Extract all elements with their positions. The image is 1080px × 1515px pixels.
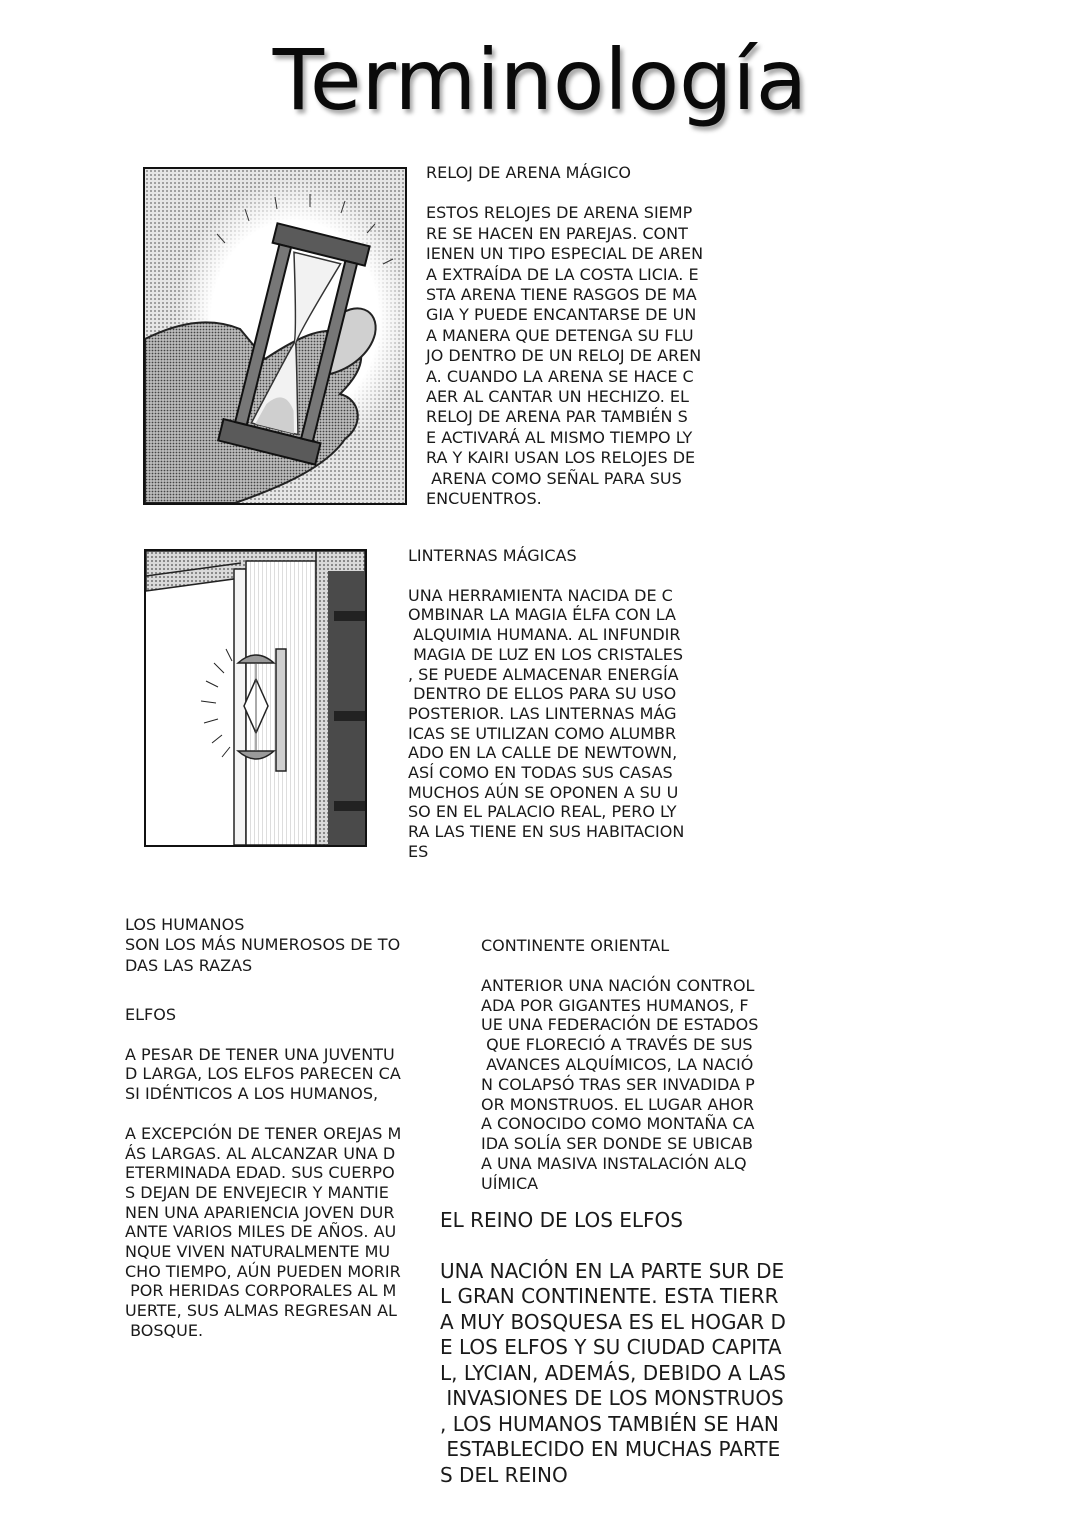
continente-line: UE UNA FEDERACIÓN DE ESTADOS <box>481 1015 759 1035</box>
reloj-line: ENCUENTROS. <box>426 489 542 509</box>
reloj-line: ESTOS RELOJES DE ARENA SIEMP <box>426 203 693 223</box>
reino-line: ESTABLECIDO EN MUCHAS PARTE <box>440 1437 781 1461</box>
elfos-line: CHO TIEMPO, AÚN PUEDEN MORIR <box>125 1261 401 1281</box>
continente-line: IDA SOLÍA SER DONDE SE UBICAB <box>481 1134 753 1154</box>
elfos-line: NEN UNA APARIENCIA JOVEN DUR <box>125 1202 395 1222</box>
reloj-line: RA Y KAIRI USAN LOS RELOJES DE <box>426 448 696 468</box>
continente-section <box>481 936 781 1194</box>
reloj-line: ARENA COMO SEÑAL PARA SUS <box>426 468 682 488</box>
continente-heading: CONTINENTE ORIENTAL <box>481 936 670 955</box>
page-title: Terminología <box>272 31 808 129</box>
reloj-line: RE SE HACEN EN PAREJAS. CONT <box>426 223 688 243</box>
humanos-line: DAS LAS RAZAS <box>125 955 253 975</box>
reloj-line: GIA Y PUEDE ENCANTARSE DE UN <box>426 305 697 325</box>
humanos-line: SON LOS MÁS NUMEROSOS DE TO <box>125 935 401 955</box>
reino-line: E LOS ELFOS Y SU CIUDAD CAPITA <box>440 1335 782 1359</box>
reloj-section <box>426 163 726 510</box>
reino-line: UNA NACIÓN EN LA PARTE SUR DE <box>440 1258 785 1283</box>
continente-line: A UNA MASIVA INSTALACIÓN ALQ <box>481 1153 747 1173</box>
reino-line: S DEL REINO <box>440 1462 568 1487</box>
humanos-section <box>125 915 425 976</box>
elfos-line: NQUE VIVEN NATURALMENTE MU <box>125 1242 391 1262</box>
reloj-line: IENEN UN TIPO ESPECIAL DE AREN <box>426 244 704 264</box>
reloj-line: A EXTRAÍDA DE LA COSTA LICIA. E <box>426 264 699 284</box>
elfos-line: S DEJAN DE ENVEJECIR Y MANTIE <box>125 1182 389 1202</box>
linternas-line: POSTERIOR. LAS LINTERNAS MÁG <box>408 703 677 723</box>
elfos-line: POR HERIDAS CORPORALES AL M <box>125 1281 397 1301</box>
continente-line: ADA POR GIGANTES HUMANOS, F <box>481 995 749 1015</box>
linternas-line: RA LAS TIENE EN SUS HABITACION <box>408 822 685 842</box>
reino-line: INVASIONES DE LOS MONSTRUOS <box>440 1386 784 1410</box>
reloj-line: RELOJ DE ARENA PAR TAMBIÉN S <box>426 407 688 427</box>
hourglass-hand-illustration-icon <box>145 169 405 503</box>
continente-line: QUE FLORECIÓ A TRAVÉS DE SUS <box>481 1035 753 1055</box>
linternas-line: , SE PUEDE ALMACENAR ENERGÍA <box>408 664 679 684</box>
reino-section <box>440 1208 820 1488</box>
linternas-line: OMBINAR LA MAGIA ÉLFA CON LA <box>408 605 676 625</box>
elfos-line: UERTE, SUS ALMAS REGRESAN AL <box>125 1301 397 1321</box>
reino-line: L GRAN CONTINENTE. ESTA TIERR <box>440 1284 779 1308</box>
linternas-line: MAGIA DE LUZ EN LOS CRISTALES <box>408 644 683 664</box>
reino-heading: EL REINO DE LOS ELFOS <box>440 1208 683 1232</box>
elfos-line: A PESAR DE TENER UNA JUVENTU <box>125 1044 395 1064</box>
linternas-line: ADO EN LA CALLE DE NEWTOWN, <box>408 743 678 763</box>
linternas-line: ASÍ COMO EN TODAS SUS CASAS <box>408 763 673 783</box>
continente-line: UÍMICA <box>481 1173 539 1193</box>
elfos-line: ETERMINADA EDAD. SUS CUERPO <box>125 1163 395 1183</box>
continente-line: A CONOCIDO COMO MONTAÑA CA <box>481 1114 755 1134</box>
reloj-line: A MANERA QUE DETENGA SU FLU <box>426 325 694 345</box>
linternas-line: DENTRO DE ELLOS PARA SU USO <box>408 684 677 704</box>
elfos-line: SI IDÉNTICOS A LOS HUMANOS, <box>125 1084 379 1104</box>
elfos-line: A EXCEPCIÓN DE TENER OREJAS M <box>125 1123 402 1143</box>
elfos-section <box>125 1005 425 1341</box>
elfos-line: BOSQUE. <box>125 1320 204 1340</box>
continente-line: ANTERIOR UNA NACIÓN CONTROL <box>481 975 755 995</box>
reloj-heading: RELOJ DE ARENA MÁGICO <box>426 163 632 182</box>
reloj-line: AER AL CANTAR UN HECHIZO. EL <box>426 387 689 407</box>
linternas-line: UNA HERRAMIENTA NACIDA DE C <box>408 585 673 605</box>
reino-line: , LOS HUMANOS TAMBIÉN SE HAN <box>440 1411 779 1436</box>
linternas-line: SO EN EL PALACIO REAL, PERO LY <box>408 802 677 822</box>
linternas-line: ES <box>408 841 429 861</box>
linternas-line: ICAS SE UTILIZAN COMO ALUMBR <box>408 723 677 743</box>
continente-line: AVANCES ALQUÍMICOS, LA NACIÓ <box>481 1054 754 1074</box>
reloj-line: E ACTIVARÁ AL MISMO TIEMPO LY <box>426 427 693 447</box>
linternas-line: MUCHOS AÚN SE OPONEN A SU U <box>408 782 679 802</box>
reloj-line: STA ARENA TIENE RASGOS DE MA <box>426 285 697 305</box>
elfos-line: ANTE VARIOS MILES DE AÑOS. AU <box>125 1222 397 1242</box>
humanos-heading: LOS HUMANOS <box>125 915 245 934</box>
continente-line: N COLAPSÓ TRAS SER INVADIDA P <box>481 1074 755 1094</box>
hourglass-panel <box>143 167 407 505</box>
linternas-section <box>408 546 708 862</box>
reino-line: A MUY BOSQUESA ES EL HOGAR D <box>440 1309 786 1334</box>
elfos-line: ÁS LARGAS. AL ALCANZAR UNA D <box>125 1143 396 1163</box>
linternas-heading: LINTERNAS MÁGICAS <box>408 546 577 565</box>
elfos-heading: ELFOS <box>125 1005 176 1024</box>
magic-lantern-illustration-icon <box>146 551 365 845</box>
lantern-panel <box>144 549 367 847</box>
linternas-line: ALQUIMIA HUMANA. AL INFUNDIR <box>408 625 681 645</box>
reloj-line: JO DENTRO DE UN RELOJ DE AREN <box>426 346 702 366</box>
reino-line: L, LYCIAN, ADEMÁS, DEBIDO A LAS <box>440 1360 786 1385</box>
elfos-line: D LARGA, LOS ELFOS PARECEN CA <box>125 1064 401 1084</box>
continente-line: OR MONSTRUOS. EL LUGAR AHOR <box>481 1094 755 1114</box>
reloj-line: A. CUANDO LA ARENA SE HACE C <box>426 366 694 386</box>
